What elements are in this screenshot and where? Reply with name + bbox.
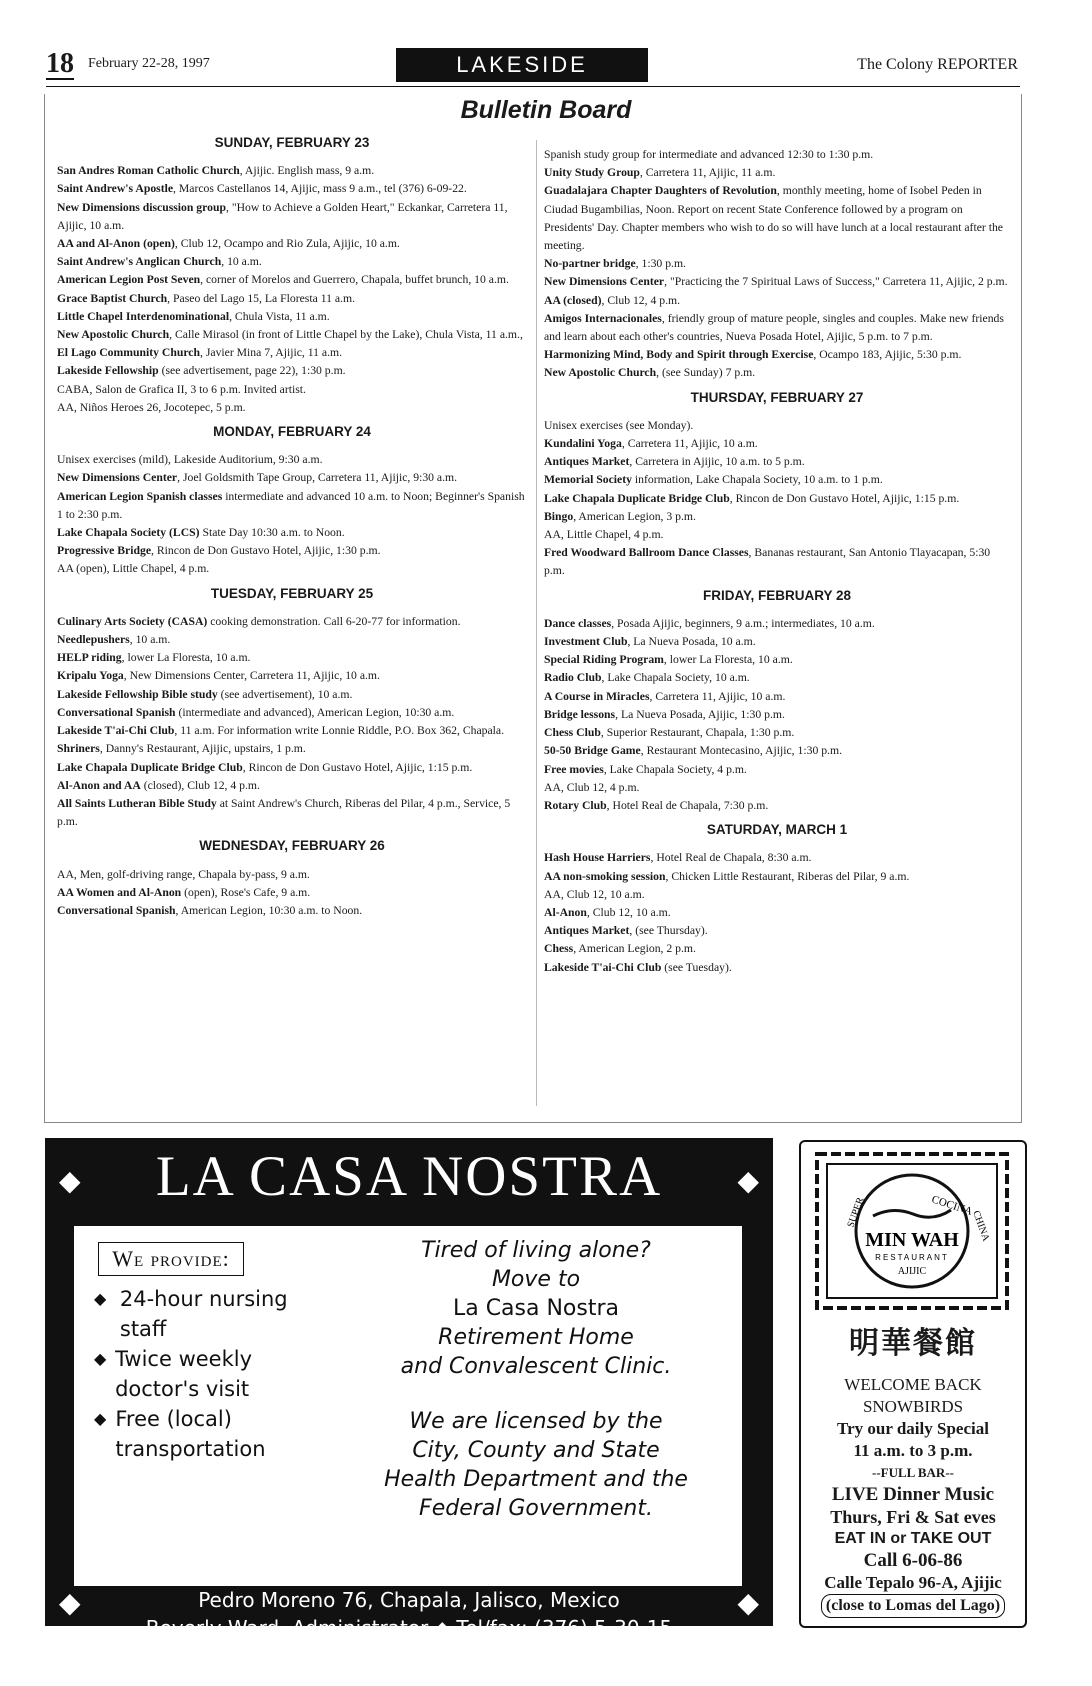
bulletin-entry	[57, 740, 527, 758]
bulletin-entry	[57, 902, 527, 920]
entry-text: , Hotel Real de Chapala, 7:30 p.m.	[606, 798, 769, 812]
bulletin-entry	[57, 469, 527, 487]
entry-text: , Danny's Restaurant, Ajijic, upstairs, 1 p.m.	[99, 742, 306, 756]
entry-text: , 1:30 p.m.	[635, 257, 686, 271]
entry-text: , Lake Chapala Society, 10 a.m.	[601, 671, 750, 685]
bulletin-entry	[57, 326, 527, 344]
entry-text: (see advertisement), 10 a.m.	[217, 687, 353, 701]
bulletin-entry	[544, 164, 1010, 182]
entry-name: New Apostolic Church	[57, 328, 170, 342]
bulletin-entry	[57, 290, 527, 308]
entry-name: Rotary Club	[544, 798, 607, 812]
ad-footer	[45, 1586, 773, 1642]
entry-name: New Apostolic Church	[544, 366, 657, 380]
monday-entries	[57, 451, 527, 578]
bulletin-entry	[544, 940, 1010, 958]
entry-name: Unity Study Group	[544, 166, 640, 180]
bulletin-entry	[544, 471, 1010, 489]
entry-name: Conversational Spanish	[57, 705, 176, 719]
section-banner: LAKESIDE	[396, 48, 648, 82]
bulletin-entry	[57, 308, 527, 326]
entry-text: , Club 12, 10 a.m.	[586, 905, 671, 919]
entry-text: , Restaurant Montecasino, Ajijic, 1:30 p.m.	[640, 744, 842, 758]
entry-text: , American Legion, 2 p.m.	[573, 942, 696, 956]
entry-text: , Joel Goldsmith Tape Group, Carretera 11, Ajijic, 9:30 a.m.	[177, 471, 458, 485]
min-wah-logo	[813, 1150, 1011, 1312]
paper-name: The Colony REPORTER	[857, 56, 1018, 73]
entry-text: , Ajijic. English mass, 9 a.m.	[239, 164, 375, 178]
bulletin-entry	[544, 868, 1010, 886]
entry-text: , 10 a.m.	[221, 255, 262, 269]
bulletin-entry	[57, 686, 527, 704]
saturday-entries	[544, 849, 1010, 976]
entry-text: , Carretera 11, Ajijic, 10 a.m.	[621, 437, 758, 451]
entry-text: , "How to Achieve a Golden Heart," Eckankar, Carretera 11, Ajijic, 10 a.m.	[57, 200, 508, 232]
entry-name: Grace Baptist Church	[57, 291, 168, 305]
msg-line: Retirement Home	[438, 1325, 634, 1350]
entry-name: No-partner bridge	[544, 257, 636, 271]
entry-name: Memorial Society	[544, 473, 632, 487]
bulletin-entry	[57, 866, 527, 884]
bulletin-entry	[544, 364, 1010, 382]
bulletin-entry	[544, 255, 1010, 273]
entry-text: AA, Club 12, 10 a.m.	[544, 887, 645, 901]
day-heading-monday: MONDAY, FEBRUARY 24	[213, 424, 371, 440]
ad-line: Try our daily Special	[837, 1419, 989, 1438]
day-heading-saturday: SATURDAY, MARCH 1	[706, 822, 848, 838]
entry-name: Saint Andrew's Apostle	[57, 182, 174, 196]
bulletin-entry	[57, 704, 527, 722]
page-number: 18	[46, 48, 74, 79]
bulletin-entry	[544, 797, 1010, 815]
entry-name: Saint Andrew's Anglican Church	[57, 255, 222, 269]
bulletin-entry	[544, 849, 1010, 867]
entry-name: Lake Chapala Society (LCS)	[57, 526, 200, 540]
day-heading-tuesday: TUESDAY, FEBRUARY 25	[210, 585, 374, 601]
ad-inner-panel	[74, 1226, 742, 1586]
entry-name: Bridge lessons	[544, 707, 616, 721]
entry-name: Shriners	[57, 742, 100, 756]
entry-text: , Carretera 11, Ajijic, 11 a.m.	[639, 166, 776, 180]
entry-text: Unisex exercises (mild), Lakeside Auditorium, 9:30 a.m.	[57, 453, 323, 467]
entry-name: Al-Anon and AA	[57, 778, 141, 792]
ad-line: Thurs, Fri & Sat eves	[830, 1507, 996, 1527]
bulletin-entry	[57, 777, 527, 795]
bulletin-entry	[57, 399, 527, 417]
bulletin-entry	[544, 346, 1010, 364]
bulletin-entry	[544, 633, 1010, 651]
thursday-entries	[544, 417, 1010, 581]
entry-text: AA (open), Little Chapel, 4 p.m.	[57, 562, 210, 576]
entry-name: Free movies	[544, 762, 604, 776]
bulletin-entry	[57, 362, 527, 380]
bulletin-entry	[57, 488, 527, 524]
ad-line: --FULL BAR--	[872, 1465, 954, 1480]
entry-text: , Chula Vista, 11 a.m.	[229, 309, 330, 323]
page-header	[46, 48, 1018, 82]
entry-text: , 10 a.m.	[129, 633, 171, 647]
entry-name: Needlepushers	[57, 633, 130, 647]
entry-text: (see Tuesday).	[661, 960, 732, 974]
msg-line: Move to	[491, 1267, 581, 1292]
entry-name: Al-Anon	[544, 905, 587, 919]
entry-text: , Marcos Castellanos 14, Ajijic, mass 9 a.m., tel (376) 6-09-22.	[173, 182, 467, 196]
bulletin-entry	[544, 417, 1010, 435]
entry-text: CABA, Salon de Grafica II, 3 to 6 p.m. Invited artist.	[57, 382, 306, 396]
bulletin-entry	[57, 451, 527, 469]
day-heading-thursday: THURSDAY, FEBRUARY 27	[690, 389, 864, 405]
diamond-icon: ◆	[434, 1616, 451, 1640]
entry-name: Fred Woodward Ballroom Dance Classes	[544, 546, 749, 560]
entry-text: , Ocampo 183, Ajijic, 5:30 p.m.	[813, 348, 962, 362]
bullet-diamond-icon: ◆	[94, 1289, 107, 1308]
day-heading-friday: FRIDAY, FEBRUARY 28	[702, 587, 852, 603]
entry-name: Investment Club	[544, 635, 628, 649]
diamond-icon: ◆	[737, 1166, 759, 1197]
entry-name: Special Riding Program	[544, 653, 664, 667]
logo-china: CHINA	[970, 1209, 992, 1243]
entry-text: , La Nueva Posada, Ajijic, 1:30 p.m.	[615, 707, 785, 721]
entry-name: Culinary Arts Society (CASA)	[57, 614, 208, 628]
entry-text: , (see Sunday) 7 p.m.	[656, 366, 756, 380]
entry-text: , Calle Mirasol (in front of Little Chapel by the Lake), Chula Vista, 11 a.m.,	[169, 328, 523, 342]
ad-message	[336, 1236, 736, 1523]
msg-line: and Convalescent Clinic.	[400, 1354, 672, 1379]
entry-name: Kripalu Yoga	[57, 669, 124, 683]
logo-ajijic: AJIJIC	[897, 1266, 927, 1277]
bulletin-entry	[57, 649, 527, 667]
entry-text: , monthly meeting, home of Isobel Peden in Ciudad Bugambilias, Noon. Report on recent State Conference followed by a program on Presidents' Day. Chapter members who wish to do so will have lunch at a local restaurant after the meeting.	[544, 184, 1003, 253]
entry-name: American Legion Post Seven	[57, 273, 201, 287]
ad-title: LA CASA NOSTRA	[155, 1145, 663, 1208]
entry-text: , Carretera 11, Ajijic, 10 a.m.	[649, 689, 786, 703]
entry-text: (closed), Club 12, 4 p.m.	[140, 778, 260, 792]
entry-name: Lakeside Fellowship Bible study	[57, 687, 218, 701]
day-heading-sunday: SUNDAY, FEBRUARY 23	[214, 135, 370, 150]
entry-name: 50-50 Bridge Game	[544, 744, 641, 758]
provide-item: ◆ Free (local) transportation	[94, 1404, 324, 1464]
entry-text: , friendly group of mature people, singles and couples. Make new friends and learn about each other's countries, Nueva Posada Hotel, Ajijic, 5 p.m. to 7 p.m.	[544, 311, 1004, 344]
bulletin-entry	[544, 615, 1010, 633]
entry-text: AA, Little Chapel, 4 p.m.	[544, 528, 664, 542]
entry-text: , (see Thursday).	[629, 924, 708, 938]
entry-text: cooking demonstration. Call 6-20-77 for information.	[207, 614, 461, 628]
entry-text: , "Practicing the 7 Spiritual Laws of Success," Carretera 11, Ajijic, 2 p.m.	[664, 275, 1008, 289]
entry-name: A Course in Miracles	[544, 689, 650, 703]
ad-admin-line: Beverly Ward, Administrator ◆ Tel/fax: (376) 5-30-15	[145, 1616, 673, 1640]
entry-name: Guadalajara Chapter Daughters of Revolution	[544, 184, 777, 198]
left-column	[57, 134, 527, 920]
entry-name: AA Women and Al-Anon	[57, 885, 182, 899]
bulletin-entry	[544, 651, 1010, 669]
bulletin-entry	[57, 795, 527, 831]
entry-text: (see advertisement, page 22), 1:30 p.m.	[158, 364, 346, 378]
msg-line: City, County and State	[412, 1438, 660, 1463]
ad-line: 11 a.m. to 3 p.m.	[853, 1441, 973, 1460]
entry-text: intermediate and advanced 10 a.m. to Noon; Beginner's Spanish 1 to 2:30 p.m.	[57, 489, 525, 521]
ad-line: SNOWBIRDS	[862, 1397, 964, 1416]
entry-text: , La Nueva Posada, 10 a.m.	[627, 635, 756, 649]
entry-text: , Club 12, Ocampo and Rio Zula, Ajijic, 10 a.m.	[174, 237, 400, 251]
ad-line: WELCOME BACK	[844, 1375, 982, 1394]
bulletin-entry	[57, 631, 527, 649]
bulletin-entry	[544, 688, 1010, 706]
entry-text: , Chicken Little Restaurant, Riberas del Pilar, 9 a.m.	[665, 869, 910, 883]
ad-address: Pedro Moreno 76, Chapala, Jalisco, Mexico	[198, 1588, 620, 1612]
logo-min-wah: MIN WAH	[865, 1229, 959, 1251]
logo-super: SUPER	[845, 1196, 867, 1230]
bulletin-entry	[544, 959, 1010, 977]
entry-text: , Lake Chapala Society, 4 p.m.	[603, 762, 747, 776]
entry-name: New Dimensions Center	[57, 471, 178, 485]
bulletin-entry	[57, 722, 527, 740]
provide-item: ◆ Twice weekly doctor's visit	[94, 1344, 324, 1404]
bullet-diamond-icon: ◆	[94, 1349, 107, 1368]
chinese-name: 明華餐館	[849, 1326, 977, 1361]
entry-text: , Bananas restaurant, San Antonio Tlayacapan, 5:30 p.m.	[544, 546, 991, 578]
bulletin-entry	[544, 886, 1010, 904]
entry-name: Antiques Market	[544, 924, 630, 938]
entry-name: AA non-smoking session	[544, 869, 666, 883]
tuesday-entries	[57, 613, 527, 831]
bulletin-entry	[57, 344, 527, 362]
ad-line: LIVE Dinner Music	[831, 1484, 995, 1505]
bulletin-entry	[57, 180, 527, 198]
entry-name: Little Chapel Interdenominational	[57, 309, 230, 323]
entry-text: AA, Niños Heroes 26, Jocotepec, 5 p.m.	[57, 400, 246, 414]
issue-date: February 22-28, 1997	[88, 56, 210, 71]
bulletin-entry	[57, 884, 527, 902]
bulletin-entry	[544, 182, 1010, 255]
bulletin-entry	[544, 310, 1010, 346]
column-divider	[536, 140, 537, 1106]
msg-line: Federal Government.	[419, 1496, 653, 1521]
bulletin-entry	[57, 524, 527, 542]
la-casa-nostra-ad	[45, 1138, 773, 1640]
entry-name: Radio Club	[544, 671, 602, 685]
bulletin-entry	[57, 560, 527, 578]
entry-text: , corner of Morelos and Guerrero, Chapala, buffet brunch, 10 a.m.	[200, 273, 509, 287]
bulletin-entry	[544, 490, 1010, 508]
ad-line: Call 6-06-86	[863, 1550, 963, 1571]
entry-text: , Posada Ajijic, beginners, 9 a.m.; intermediates, 10 a.m.	[611, 616, 875, 630]
entry-name: Lakeside T'ai-Chi Club	[544, 960, 662, 974]
entry-text: , 11 a.m. For information write Lonnie Riddle, P.O. Box 362, Chapala.	[174, 724, 505, 738]
entry-text: at Saint Andrew's Church, Riberas del Pilar, 4 p.m., Service, 5 p.m.	[57, 796, 511, 829]
entry-text: , American Legion, 10:30 a.m. to Noon.	[175, 903, 363, 917]
entry-name: Dance classes	[544, 616, 612, 630]
entry-name: Lakeside T'ai-Chi Club	[57, 724, 175, 738]
bulletin-entry	[57, 542, 527, 560]
entry-text: information, Lake Chapala Society, 10 a.m. to 1 p.m.	[631, 473, 883, 487]
entry-text: State Day 10:30 a.m. to Noon.	[199, 526, 345, 540]
entry-name: AA (closed)	[544, 293, 602, 307]
entry-text: , Rincon de Don Gustavo Hotel, Ajijic, 1:30 p.m.	[151, 544, 381, 558]
entry-text: (open), Rose's Cafe, 9 a.m.	[181, 885, 311, 899]
bulletin-entry	[57, 235, 527, 253]
bulletin-entry	[544, 742, 1010, 760]
entry-name: Hash House Harriers	[544, 851, 651, 865]
entry-name: New Dimensions discussion group	[57, 200, 226, 214]
bulletin-entry	[544, 526, 1010, 544]
entry-text: Spanish study group for intermediate and advanced 12:30 to 1:30 p.m.	[544, 148, 874, 161]
friday-entries	[544, 615, 1010, 815]
bulletin-entry	[57, 199, 527, 235]
entry-name: Chess Club	[544, 726, 601, 740]
bulletin-entry	[544, 724, 1010, 742]
entry-text: , lower La Floresta, 10 a.m.	[663, 653, 793, 667]
entry-name: HELP riding	[57, 651, 122, 665]
entry-name: Kundalini Yoga	[544, 437, 622, 451]
bulletin-entry	[544, 508, 1010, 526]
bulletin-entry	[544, 146, 1010, 164]
entry-text: , Paseo del Lago 15, La Floresta 11 a.m.	[167, 291, 355, 305]
entry-name: Antiques Market	[544, 455, 630, 469]
diamond-icon: ◆	[737, 1588, 759, 1619]
bulletin-entry	[544, 706, 1010, 724]
entry-name: El Lago Community Church	[57, 346, 200, 360]
bulletin-entry	[57, 381, 527, 399]
bulletin-entry	[544, 292, 1010, 310]
ad-line: EAT IN or TAKE OUT	[834, 1530, 992, 1547]
bulletin-entry	[57, 613, 527, 631]
entry-name: Harmonizing Mind, Body and Spirit through Exercise	[544, 348, 814, 362]
msg-line: Tired of living alone?	[421, 1238, 651, 1263]
entry-name: AA and Al-Anon (open)	[57, 237, 175, 251]
entry-name: San Andres Roman Catholic Church	[57, 164, 240, 178]
bulletin-entry	[544, 761, 1010, 779]
bulletin-title: Bulletin Board	[460, 96, 632, 124]
entry-name: Amigos Internacionales	[544, 311, 662, 325]
bulletin-entry	[57, 271, 527, 289]
logo-restaurant: RESTAURANT	[875, 1253, 949, 1262]
right-column	[544, 146, 1010, 977]
entry-name: Lake Chapala Duplicate Bridge Club	[57, 760, 243, 774]
entry-name: Conversational Spanish	[57, 903, 176, 917]
entry-text: , Rincon de Don Gustavo Hotel, Ajijic, 1:15 p.m.	[729, 491, 960, 505]
diamond-icon: ◆	[59, 1166, 81, 1197]
sunday-entries	[57, 162, 527, 417]
ad-line: Calle Tepalo 96-A, Ajijic	[824, 1573, 1002, 1592]
logo-cocina: COCINA	[930, 1193, 974, 1218]
entry-text: , Javier Mina 7, Ajijic, 11 a.m.	[199, 346, 343, 360]
msg-line: La Casa Nostra	[452, 1296, 620, 1321]
min-wah-text	[801, 1374, 1025, 1618]
entry-text: , Rincon de Don Gustavo Hotel, Ajijic, 1:15 p.m.	[242, 760, 473, 774]
entry-text: Unisex exercises (see Monday).	[544, 418, 694, 432]
day-heading-wednesday: WEDNESDAY, FEBRUARY 26	[199, 838, 385, 854]
msg-line: Health Department and the	[384, 1467, 688, 1492]
bulletin-entry	[544, 435, 1010, 453]
bulletin-entry	[544, 922, 1010, 940]
entry-text: , Carretera in Ajijic, 10 a.m. to 5 p.m.	[629, 455, 805, 469]
entry-text: , New Dimensions Center, Carretera 11, Ajijic, 10 a.m.	[123, 669, 380, 683]
entry-text: , lower La Floresta, 10 a.m.	[121, 651, 251, 665]
entry-name: Lake Chapala Duplicate Bridge Club	[544, 491, 730, 505]
bulletin-entry	[544, 904, 1010, 922]
bulletin-entry	[544, 669, 1010, 687]
bulletin-entry	[544, 544, 1010, 580]
min-wah-ad	[799, 1140, 1027, 1628]
bulletin-entry	[544, 779, 1010, 797]
entry-text: , Hotel Real de Chapala, 8:30 a.m.	[650, 851, 812, 865]
header-rule	[46, 86, 1020, 87]
entry-text: , American Legion, 3 p.m.	[573, 509, 696, 523]
bulletin-entry	[544, 273, 1010, 291]
entry-name: Chess	[544, 942, 574, 956]
wednesday-entries-b	[544, 146, 1010, 383]
entry-text: AA, Club 12, 4 p.m.	[544, 780, 640, 794]
entry-name: Lakeside Fellowship	[57, 364, 159, 378]
bulletin-entry	[57, 667, 527, 685]
wednesday-entries-a	[57, 866, 527, 921]
entry-name: All Saints Lutheran Bible Study	[57, 796, 217, 810]
entry-text: AA, Men, golf-driving range, Chapala by-pass, 9 a.m.	[57, 867, 310, 881]
bulletin-entry	[544, 453, 1010, 471]
bullet-diamond-icon: ◆	[94, 1409, 107, 1428]
ad-line: (close to Lomas del Lago)	[821, 1594, 1005, 1618]
entry-text: (intermediate and advanced), American Legion, 10:30 a.m.	[175, 705, 455, 719]
entry-name: Bingo	[544, 509, 574, 523]
provide-item: ◆ 24-hour nursing staff	[94, 1284, 324, 1344]
msg-line: We are licensed by the	[409, 1409, 663, 1434]
we-provide-box: We provide:	[98, 1242, 244, 1276]
entry-name: Progressive Bridge	[57, 544, 152, 558]
bulletin-entry	[57, 759, 527, 777]
provide-list	[94, 1284, 324, 1464]
bulletin-entry	[57, 253, 527, 271]
entry-name: New Dimensions Center	[544, 275, 665, 289]
entry-text: , Superior Restaurant, Chapala, 1:30 p.m.	[600, 726, 795, 740]
bulletin-entry	[57, 162, 527, 180]
entry-name: American Legion Spanish classes	[57, 489, 223, 503]
entry-text: , Club 12, 4 p.m.	[601, 293, 681, 307]
diamond-icon: ◆	[59, 1588, 81, 1619]
